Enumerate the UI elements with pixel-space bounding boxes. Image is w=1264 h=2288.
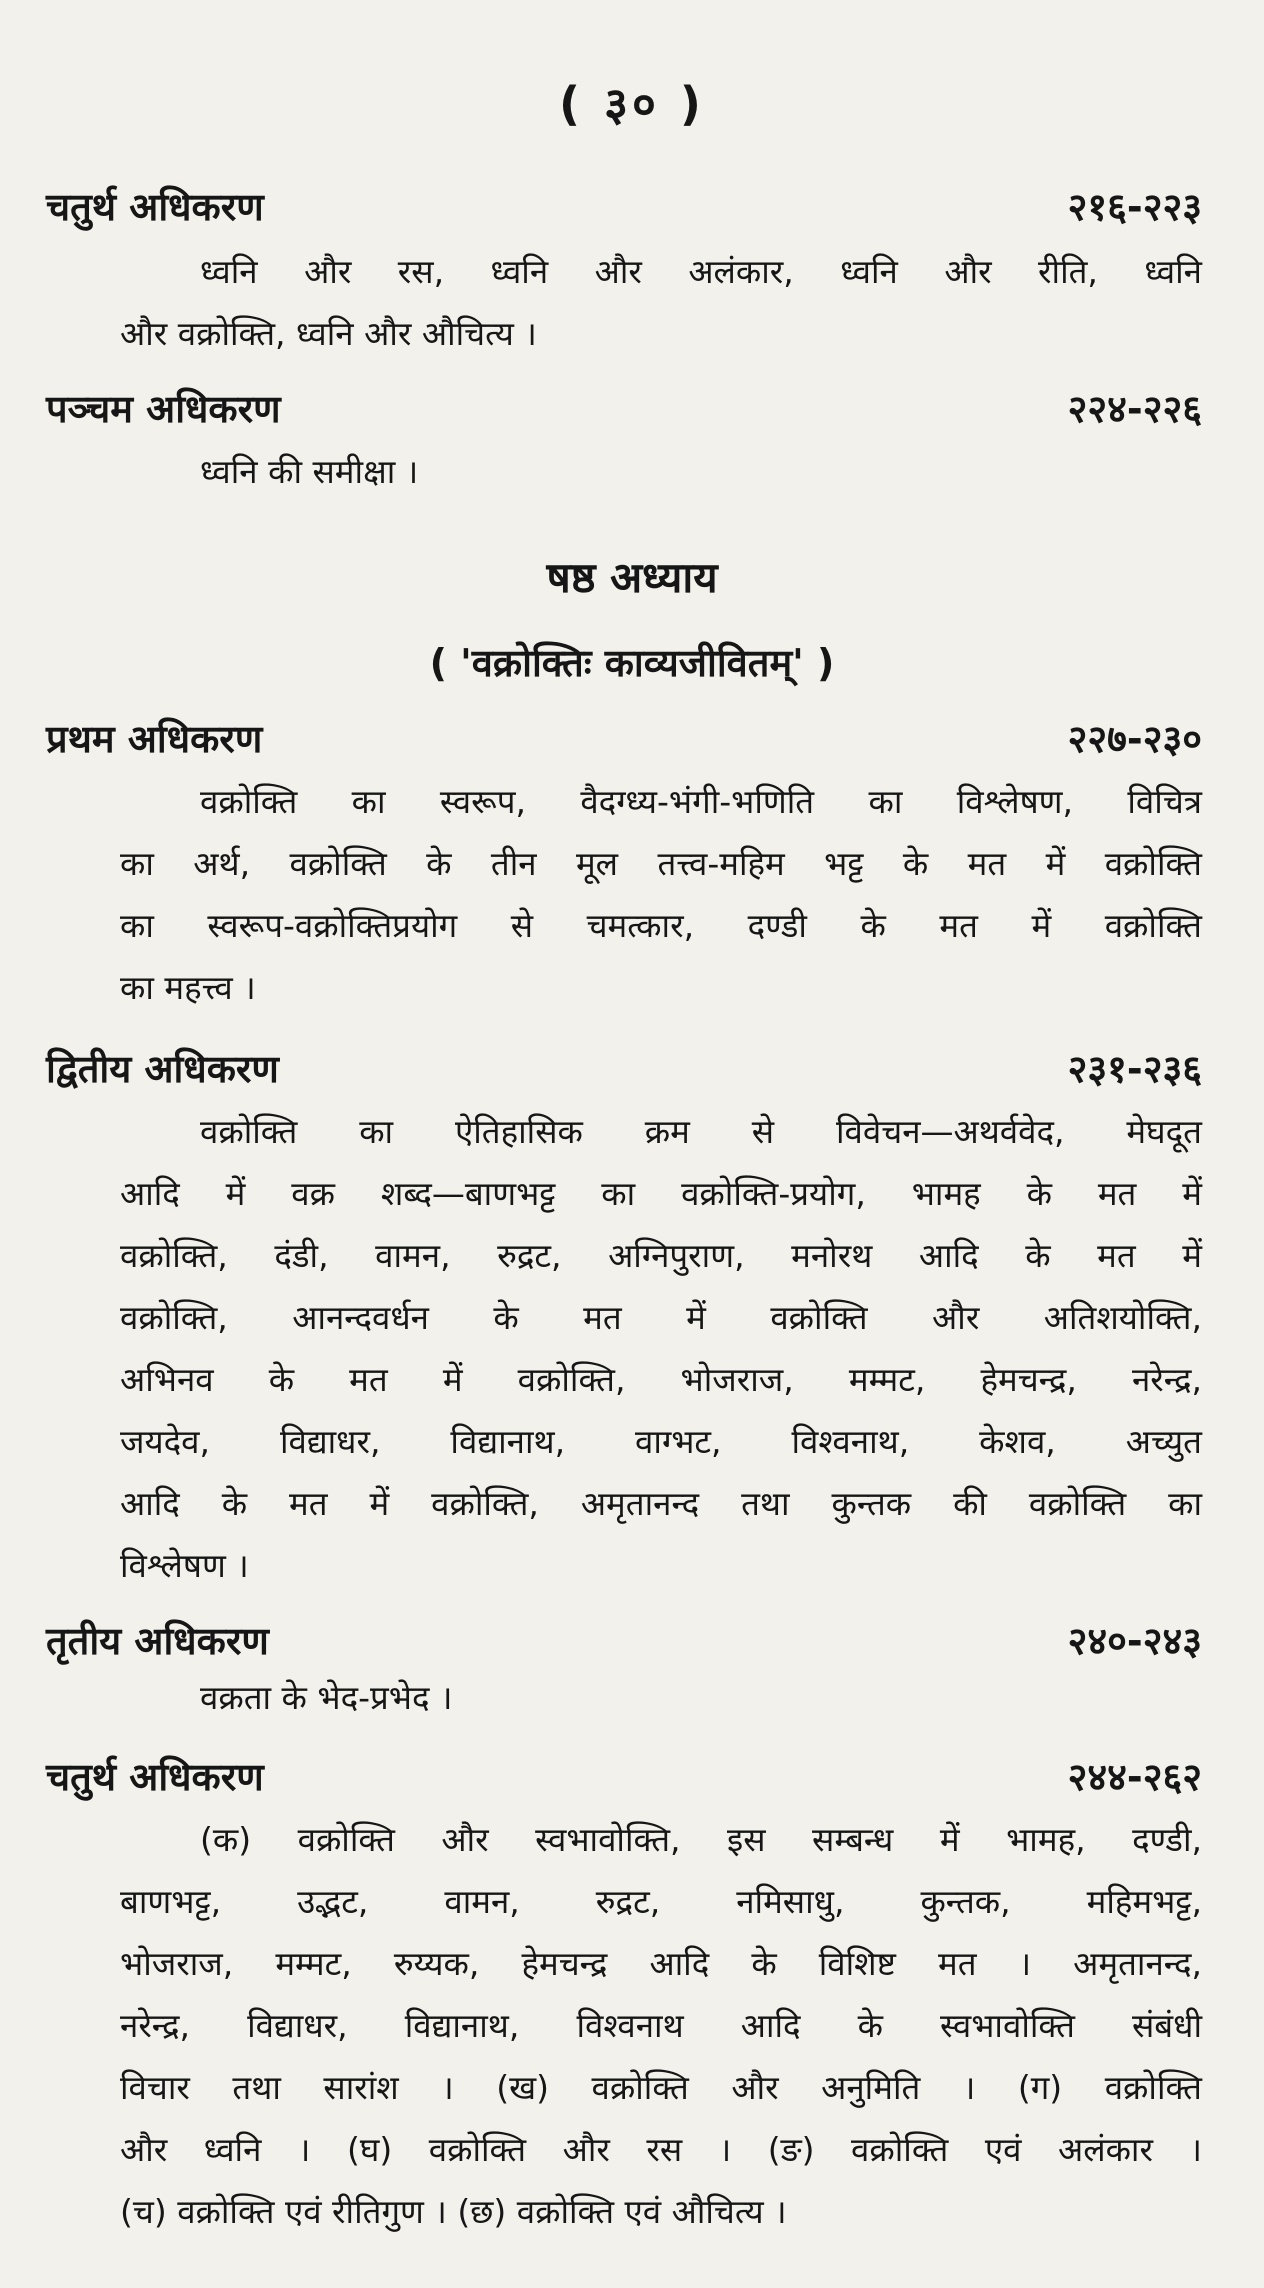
body-line: का अर्थ, वक्रोक्ति के तीन मूल तत्त्व-महिम भट्ट के मत में वक्रोक्ति	[120, 844, 1202, 883]
page-range: २३१-२३६	[1067, 1047, 1202, 1091]
section-title: चतुर्थ अधिकरण	[46, 1755, 264, 1799]
body-line: (क) वक्रोक्ति और स्वभावोक्ति, इस सम्बन्ध में भामह, दण्डी,	[200, 1820, 1202, 1859]
body-line: आदि में वक्र शब्द—बाणभट्ट का वक्रोक्ति-प्रयोग, भामह के मत में	[120, 1174, 1202, 1213]
body-line: विचार तथा सारांश । (ख) वक्रोक्ति और अनुमिति । (ग) वक्रोक्ति	[120, 2068, 1202, 2107]
body-line: का स्वरूप-वक्रोक्तिप्रयोग से चमत्कार, दण्डी के मत में वक्रोक्ति	[120, 906, 1202, 945]
body-line: वक्रोक्ति, दंडी, वामन, रुद्रट, अग्निपुराण, मनोरथ आदि के मत में	[120, 1236, 1202, 1275]
body-line: बाणभट्ट, उद्भट, वामन, रुद्रट, नमिसाधु, कुन्तक, महिमभट्ट,	[120, 1882, 1202, 1921]
section-title: द्वितीय अधिकरण	[46, 1047, 279, 1091]
body-line: अभिनव के मत में वक्रोक्ति, भोजराज, मम्मट, हेमचन्द्र, नरेन्द्र,	[120, 1360, 1202, 1399]
body-line: (च) वक्रोक्ति एवं रीतिगुण । (छ) वक्रोक्ति एवं औचित्य ।	[120, 2192, 787, 2231]
page-range: २१६-२२३	[1067, 185, 1202, 229]
section-title: चतुर्थ अधिकरण	[46, 185, 264, 229]
page-range: २२४-२२६	[1067, 387, 1202, 431]
chapter-title: षष्ठ अध्याय	[546, 553, 718, 602]
page-range: २२७-२३०	[1067, 717, 1202, 761]
body-line: वक्रोक्ति का ऐतिहासिक क्रम से विवेचन—अथर्ववेद, मेघदूत	[200, 1112, 1202, 1151]
body-line: वक्रोक्ति का स्वरूप, वैदग्ध्य-भंगी-भणिति का विश्लेषण, विचित्र	[200, 782, 1202, 821]
body-line: विश्लेषण ।	[120, 1546, 249, 1585]
body-line: और वक्रोक्ति, ध्वनि और औचित्य ।	[120, 314, 537, 353]
section-heading	[46, 1750, 1202, 1802]
section-title: प्रथम अधिकरण	[46, 717, 263, 761]
page-number: ( ३० )	[559, 77, 705, 131]
body-line: ध्वनि की समीक्षा ।	[200, 452, 419, 491]
section-heading	[46, 1614, 1202, 1666]
body-line: और ध्वनि । (घ) वक्रोक्ति और रस । (ङ) वक्रोक्ति एवं अलंकार ।	[120, 2130, 1202, 2169]
section-heading	[46, 1042, 1202, 1094]
section-title: तृतीय अधिकरण	[46, 1619, 269, 1663]
section-heading	[46, 382, 1202, 434]
body-line: वक्रोक्ति, आनन्दवर्धन के मत में वक्रोक्ति और अतिशयोक्ति,	[120, 1298, 1202, 1337]
body-line: भोजराज, मम्मट, रुय्यक, हेमचन्द्र आदि के विशिष्ट मत । अमृतानन्द,	[120, 1944, 1202, 1983]
body-line: आदि के मत में वक्रोक्ति, अमृतानन्द तथा कुन्तक की वक्रोक्ति का	[120, 1484, 1202, 1523]
body-line: वक्रता के भेद-प्रभेद ।	[200, 1678, 453, 1717]
body-line: का महत्त्व ।	[120, 968, 256, 1007]
page-range: २४४-२६२	[1067, 1755, 1202, 1799]
section-heading	[46, 180, 1202, 232]
chapter-subtitle: ( 'वक्रोक्तिः काव्यजीवितम्' )	[429, 641, 835, 685]
body-line: नरेन्द्र, विद्याधर, विद्यानाथ, विश्वनाथ आदि के स्वभावोक्ति संबंधी	[120, 2006, 1202, 2045]
section-title: पञ्चम अधिकरण	[46, 387, 281, 431]
body-line: जयदेव, विद्याधर, विद्यानाथ, वाग्भट, विश्वनाथ, केशव, अच्युत	[120, 1422, 1202, 1461]
page-range: २४०-२४३	[1067, 1619, 1202, 1663]
body-line: ध्वनि और रस, ध्वनि और अलंकार, ध्वनि और रीति, ध्वनि	[200, 252, 1202, 291]
section-heading	[46, 712, 1202, 764]
